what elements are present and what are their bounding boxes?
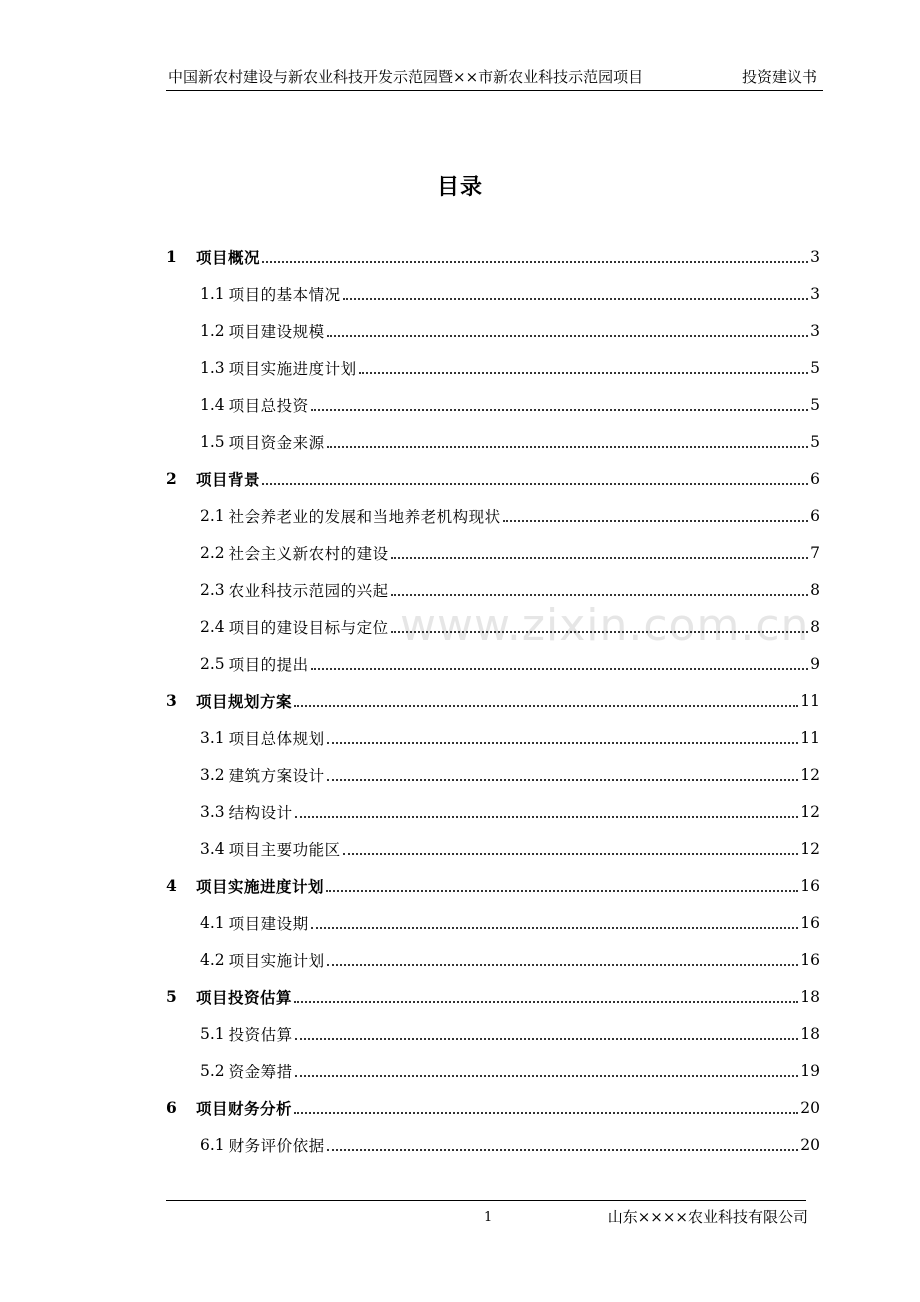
toc-entry-page: 18 bbox=[800, 1024, 820, 1043]
toc-entry-number: 2.5 bbox=[200, 654, 225, 673]
toc-entry-number: 3.4 bbox=[200, 839, 225, 858]
toc-entry-page: 19 bbox=[800, 1061, 820, 1080]
toc-entry[interactable] bbox=[166, 460, 820, 497]
toc-dot-leader bbox=[503, 519, 808, 522]
header-project-title: 中国新农村建设与新农业科技开发示范园暨××市新农业科技示范园项目 bbox=[168, 68, 644, 86]
toc-entry-title: 项目建设规模 bbox=[228, 322, 325, 341]
toc-dot-leader bbox=[391, 593, 808, 596]
toc-entry-page: 12 bbox=[800, 839, 820, 858]
toc-entry-number: 5 bbox=[166, 987, 177, 1006]
footer-divider bbox=[166, 1200, 806, 1201]
toc-dot-leader bbox=[359, 371, 808, 374]
toc-entry-title: 项目总体规划 bbox=[228, 729, 325, 748]
toc-entry-number: 1.1 bbox=[200, 284, 225, 303]
toc-entry-number: 3.1 bbox=[200, 728, 225, 747]
toc-dot-leader bbox=[294, 1000, 798, 1003]
toc-entry-title: 项目概况 bbox=[196, 247, 261, 267]
toc-entry[interactable] bbox=[166, 275, 820, 312]
toc-entry-title: 项目的提出 bbox=[228, 655, 309, 674]
toc-entry-title: 项目实施进度计划 bbox=[196, 876, 325, 896]
toc-entry[interactable] bbox=[166, 423, 820, 460]
toc-entry-page: 12 bbox=[800, 765, 820, 784]
toc-entry-number: 2 bbox=[166, 469, 177, 488]
page-header bbox=[166, 64, 823, 91]
toc-entry[interactable] bbox=[166, 830, 820, 867]
toc-dot-leader bbox=[327, 963, 799, 966]
toc-entry-number: 2.1 bbox=[200, 506, 225, 525]
toc-entry-title: 项目建设期 bbox=[228, 914, 309, 933]
toc-entry-page: 11 bbox=[800, 728, 820, 747]
toc-entry[interactable] bbox=[166, 978, 820, 1015]
toc-entry[interactable] bbox=[166, 1126, 820, 1163]
toc-entry-number: 5.2 bbox=[200, 1061, 225, 1080]
toc-entry-page: 5 bbox=[810, 432, 820, 451]
page-title: 目录 bbox=[436, 175, 483, 200]
toc-entry-page: 18 bbox=[800, 987, 820, 1006]
toc-entry-number: 3.2 bbox=[200, 765, 225, 784]
toc-entry-number: 1.3 bbox=[200, 358, 225, 377]
toc-entry-title: 农业科技示范园的兴起 bbox=[228, 581, 389, 600]
toc-entry[interactable] bbox=[166, 904, 820, 941]
toc-entry-title: 项目财务分析 bbox=[196, 1098, 293, 1118]
toc-entry-number: 6 bbox=[166, 1098, 177, 1117]
toc-entry-title: 项目的建设目标与定位 bbox=[228, 618, 389, 637]
toc-entry[interactable] bbox=[166, 238, 820, 275]
toc-entry-page: 20 bbox=[800, 1098, 820, 1117]
toc-entry-title: 项目主要功能区 bbox=[228, 840, 341, 859]
toc-dot-leader bbox=[262, 260, 808, 263]
toc-dot-leader bbox=[294, 1111, 798, 1114]
toc-entry-number: 4.2 bbox=[200, 950, 225, 969]
toc-entry-page: 16 bbox=[800, 913, 820, 932]
toc-entry-title: 项目的基本情况 bbox=[228, 285, 341, 304]
toc-entry-title: 社会养老业的发展和当地养老机构现状 bbox=[228, 507, 501, 526]
header-doc-type: 投资建议书 bbox=[741, 68, 817, 86]
toc-entry-page: 6 bbox=[810, 506, 820, 525]
watermark: www.zixin.com.cn bbox=[400, 600, 810, 651]
toc-dot-leader bbox=[311, 926, 799, 929]
toc-dot-leader bbox=[311, 408, 808, 411]
toc-dot-leader bbox=[295, 1074, 799, 1077]
footer-page-number: 1 bbox=[484, 1210, 493, 1225]
table-of-contents bbox=[166, 238, 820, 1163]
toc-entry-number: 1.4 bbox=[200, 395, 225, 414]
toc-entry[interactable] bbox=[166, 941, 820, 978]
toc-entry-page: 6 bbox=[810, 469, 820, 488]
toc-dot-leader bbox=[391, 556, 808, 559]
toc-entry[interactable] bbox=[166, 1015, 820, 1052]
toc-entry-page: 5 bbox=[810, 358, 820, 377]
toc-entry-number: 1.5 bbox=[200, 432, 225, 451]
toc-entry-number: 1.2 bbox=[200, 321, 225, 340]
toc-entry-page: 8 bbox=[810, 617, 820, 636]
footer-company: 山东××××农业科技有限公司 bbox=[607, 1208, 808, 1226]
toc-entry-title: 项目总投资 bbox=[228, 396, 309, 415]
toc-entry[interactable] bbox=[166, 534, 820, 571]
toc-dot-leader bbox=[295, 815, 799, 818]
toc-entry-page: 16 bbox=[800, 950, 820, 969]
toc-entry-number: 3 bbox=[166, 691, 177, 710]
toc-entry-number: 4.1 bbox=[200, 913, 225, 932]
toc-entry[interactable] bbox=[166, 645, 820, 682]
toc-entry-title: 社会主义新农村的建设 bbox=[228, 544, 389, 563]
toc-entry-page: 7 bbox=[810, 543, 820, 562]
toc-dot-leader bbox=[327, 741, 799, 744]
toc-dot-leader bbox=[326, 889, 798, 892]
toc-entry-title: 项目实施计划 bbox=[228, 951, 325, 970]
toc-dot-leader bbox=[327, 1148, 799, 1151]
toc-entry-number: 2.3 bbox=[200, 580, 225, 599]
toc-entry[interactable] bbox=[166, 312, 820, 349]
toc-entry-number: 2.4 bbox=[200, 617, 225, 636]
toc-entry-number: 3.3 bbox=[200, 802, 225, 821]
toc-entry-page: 3 bbox=[810, 247, 820, 266]
toc-entry-page: 5 bbox=[810, 395, 820, 414]
toc-entry-title: 建筑方案设计 bbox=[228, 766, 325, 785]
toc-dot-leader bbox=[327, 334, 808, 337]
toc-entry[interactable] bbox=[166, 682, 820, 719]
toc-entry[interactable] bbox=[166, 756, 820, 793]
toc-entry-page: 16 bbox=[800, 876, 820, 895]
toc-entry-page: 20 bbox=[800, 1135, 820, 1154]
toc-entry[interactable] bbox=[166, 497, 820, 534]
toc-entry-title: 项目规划方案 bbox=[196, 691, 293, 711]
toc-entry[interactable] bbox=[166, 1089, 820, 1126]
toc-dot-leader bbox=[327, 445, 808, 448]
toc-entry[interactable] bbox=[166, 867, 820, 904]
toc-entry[interactable] bbox=[166, 349, 820, 386]
toc-entry-title: 项目资金来源 bbox=[228, 433, 325, 452]
toc-entry[interactable] bbox=[166, 793, 820, 830]
toc-dot-leader bbox=[262, 482, 808, 485]
toc-entry-page: 9 bbox=[810, 654, 820, 673]
toc-entry-title: 投资估算 bbox=[228, 1025, 293, 1044]
toc-entry-number: 2.2 bbox=[200, 543, 225, 562]
toc-entry-page: 12 bbox=[800, 802, 820, 821]
toc-entry[interactable] bbox=[166, 608, 820, 645]
toc-dot-leader bbox=[391, 630, 808, 633]
toc-entry[interactable] bbox=[166, 1052, 820, 1089]
toc-entry-title: 资金筹措 bbox=[228, 1062, 293, 1081]
toc-entry-number: 6.1 bbox=[200, 1135, 225, 1154]
toc-entry-page: 3 bbox=[810, 321, 820, 340]
toc-dot-leader bbox=[294, 704, 798, 707]
toc-entry-title: 项目实施进度计划 bbox=[228, 359, 357, 378]
toc-entry-title: 项目背景 bbox=[196, 469, 261, 489]
toc-dot-leader bbox=[343, 852, 799, 855]
toc-entry[interactable] bbox=[166, 719, 820, 756]
toc-dot-leader bbox=[295, 1037, 799, 1040]
toc-dot-leader bbox=[311, 667, 808, 670]
toc-entry-page: 8 bbox=[810, 580, 820, 599]
toc-entry-page: 11 bbox=[800, 691, 820, 710]
toc-entry-title: 结构设计 bbox=[228, 803, 293, 822]
toc-dot-leader bbox=[343, 297, 808, 300]
toc-entry-title: 项目投资估算 bbox=[196, 987, 293, 1007]
toc-entry[interactable] bbox=[166, 386, 820, 423]
toc-entry-number: 5.1 bbox=[200, 1024, 225, 1043]
toc-entry-page: 3 bbox=[810, 284, 820, 303]
toc-entry-number: 1 bbox=[166, 247, 177, 266]
toc-entry-number: 4 bbox=[166, 876, 177, 895]
toc-entry[interactable] bbox=[166, 571, 820, 608]
toc-entry-title: 财务评价依据 bbox=[228, 1136, 325, 1155]
toc-dot-leader bbox=[327, 778, 799, 781]
